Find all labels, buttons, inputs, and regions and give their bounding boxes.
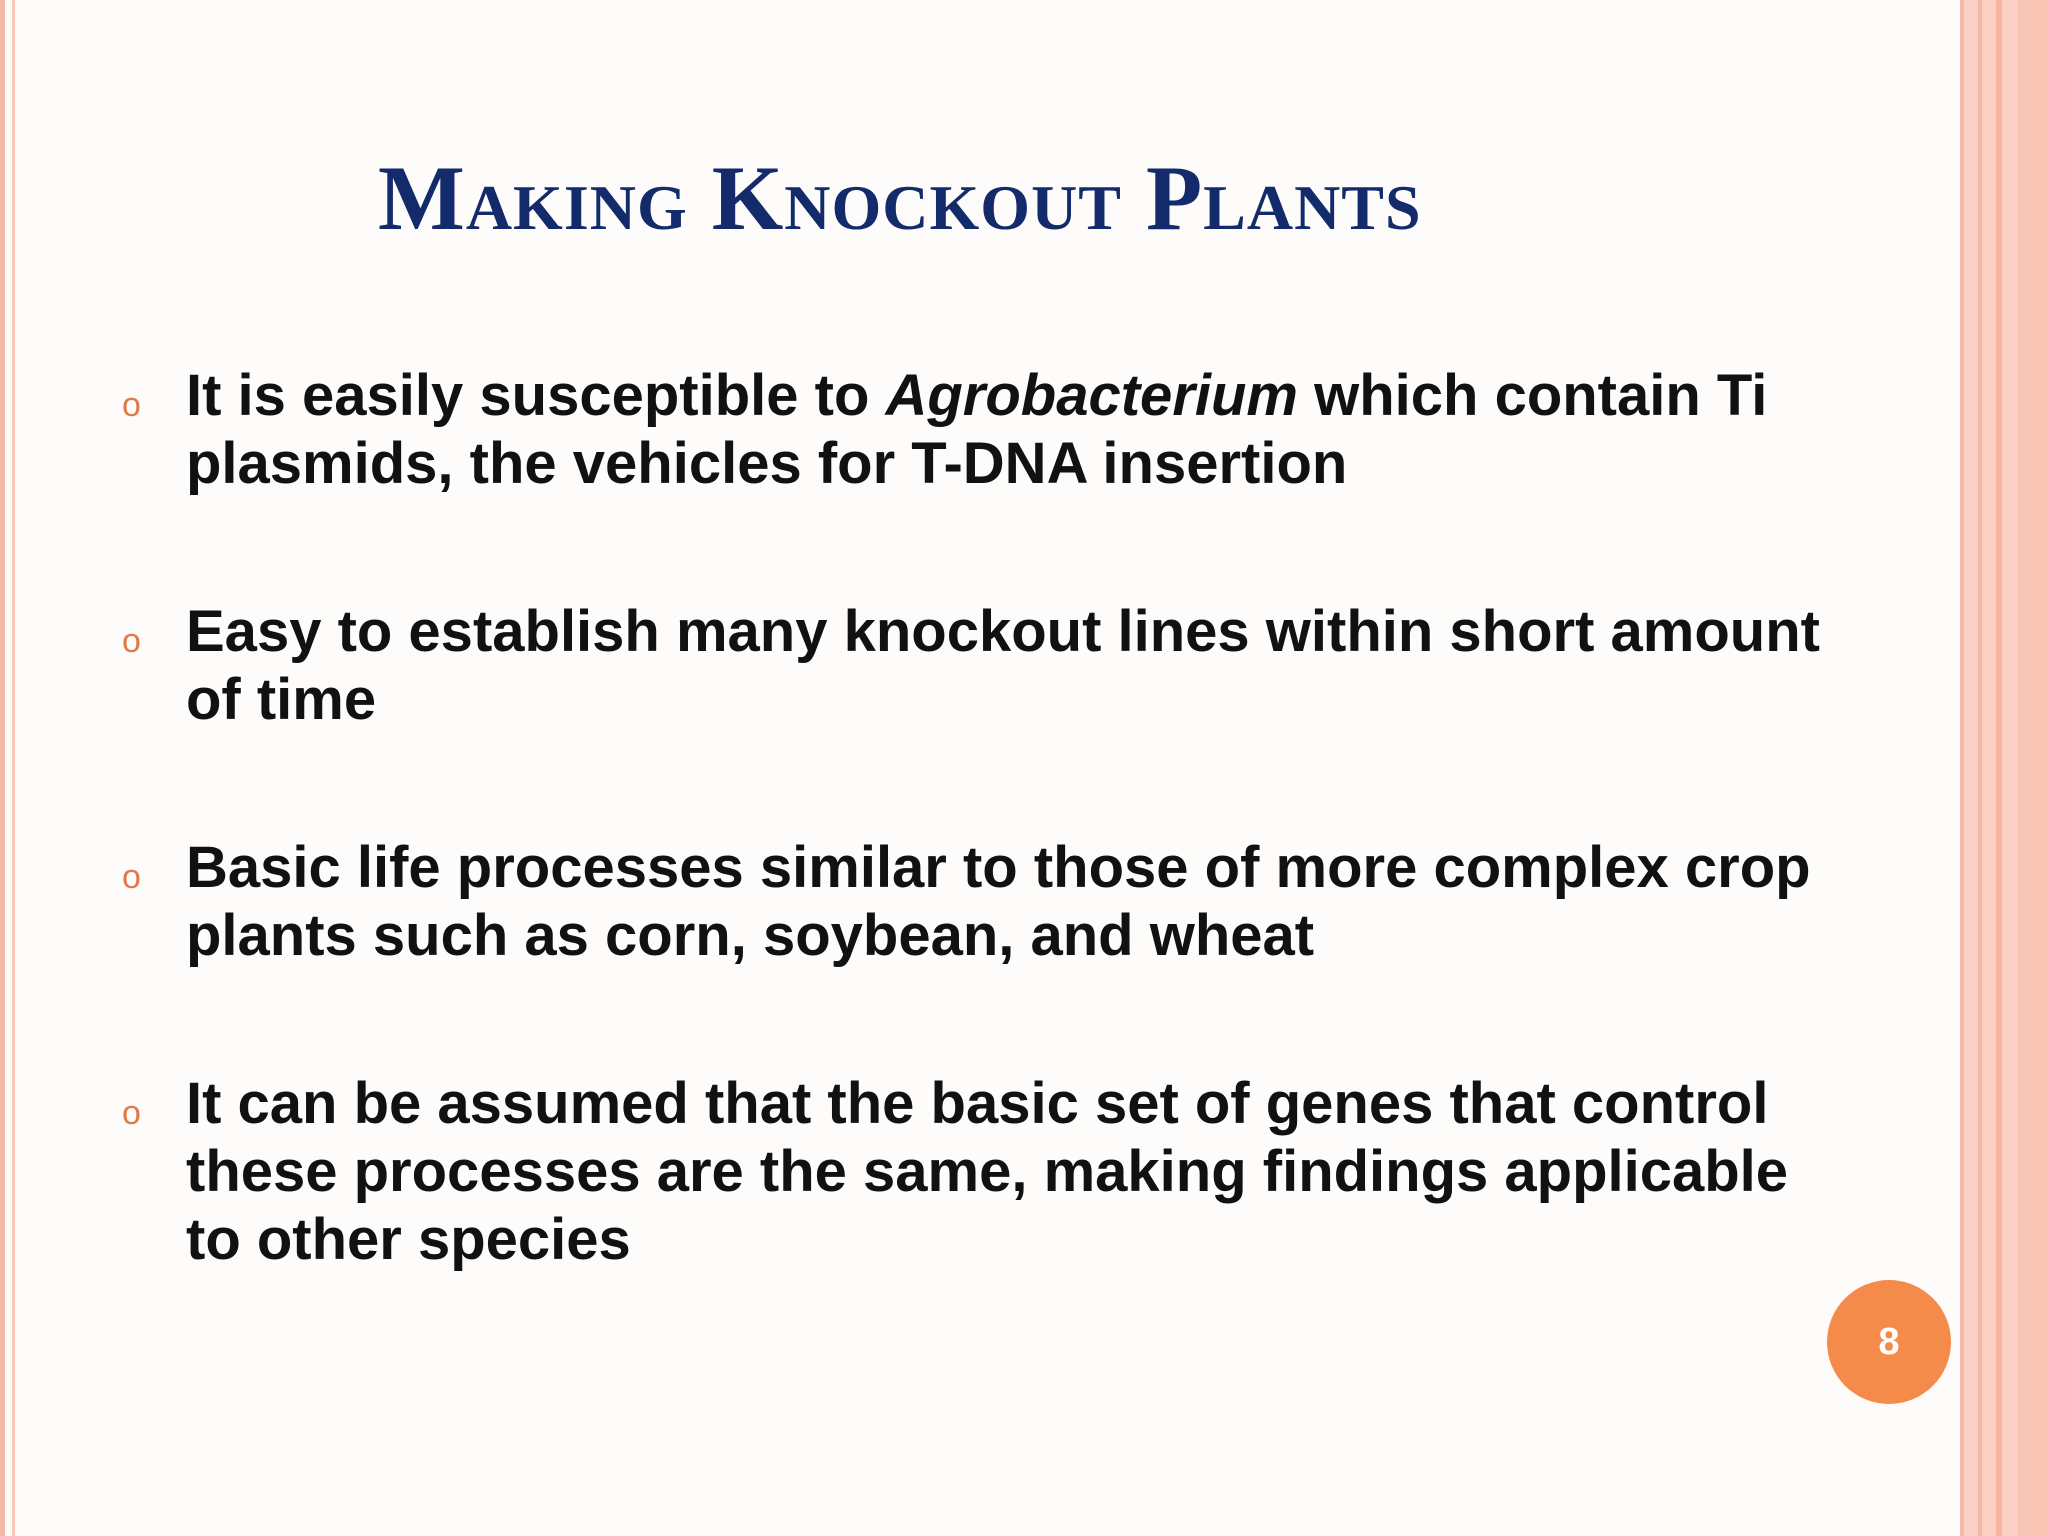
bullet-marker-icon: o xyxy=(122,386,141,424)
right-border-line-3 xyxy=(1996,0,2002,1536)
bullet-text xyxy=(186,1070,1836,1274)
bullet-list xyxy=(116,362,1836,1374)
bullet-text-prefix: It can be assumed that the basic set of genes that control these processes are the same, making findings applicable to other species xyxy=(186,1071,1789,1272)
bullet-text xyxy=(186,834,1836,970)
right-border-line-1 xyxy=(1960,0,1964,1536)
bullet-marker-icon: o xyxy=(122,622,141,660)
slide-title: Making Knockout Plants xyxy=(378,147,1422,249)
left-border-inner-decoration xyxy=(12,0,15,1536)
right-border-line-2 xyxy=(1978,0,1982,1536)
bullet-item xyxy=(116,834,1836,970)
bullet-text-prefix: Basic life processes similar to those of more complex crop plants such as corn, soybean, and wheat xyxy=(186,835,1811,968)
bullet-marker-icon: o xyxy=(122,1094,141,1132)
bullet-marker-icon: o xyxy=(122,858,141,896)
bullet-item xyxy=(116,1070,1836,1274)
bullet-text-suffix: which contain Ti plasmids, the vehicles for T-DNA insertion xyxy=(186,363,1768,496)
bullet-text xyxy=(186,598,1836,734)
right-border-line-4 xyxy=(2018,0,2048,1536)
bullet-text-prefix: It is easily susceptible to xyxy=(186,363,886,428)
bullet-text-prefix: Easy to establish many knockout lines within short amount of time xyxy=(186,599,1820,732)
bullet-text xyxy=(186,362,1836,498)
page-number-badge xyxy=(1827,1280,1951,1404)
bullet-text-emphasis: Agrobacterium xyxy=(885,363,1298,428)
page-number: 8 xyxy=(1878,1320,1900,1363)
left-border-decoration xyxy=(0,0,5,1536)
bullet-item xyxy=(116,598,1836,734)
bullet-item xyxy=(116,362,1836,498)
